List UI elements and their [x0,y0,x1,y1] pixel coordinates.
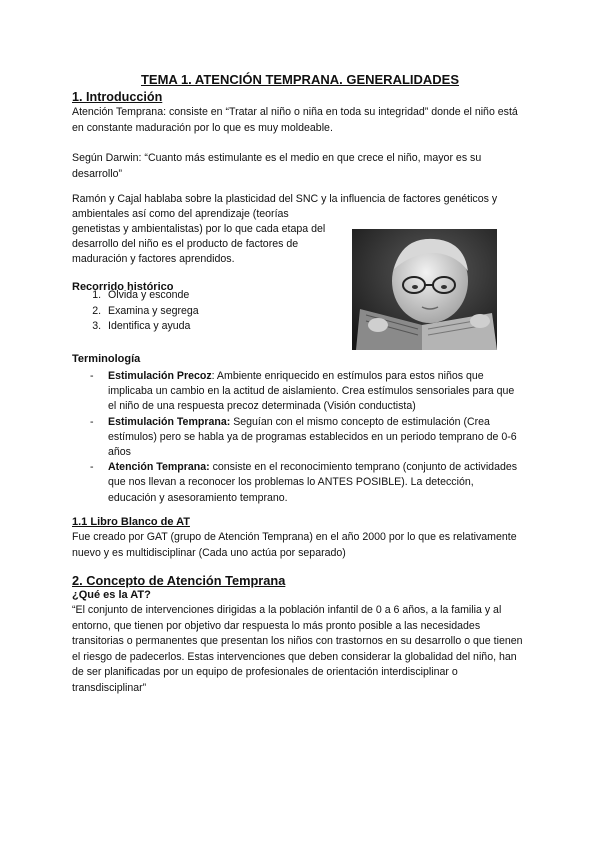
list-item: 1. Olvida y esconde [104,288,334,304]
section-heading-intro: 1. Introducción [72,90,163,104]
term-definition: : Ambiente enriquecido en estímulos para estos niños que implicaba un cambio en la actitud de aislamiento. Crea estímulos sensoriales para que el niño de una respuesta precoz determinada (Visión conductista) [108,370,515,413]
terminologia-heading: Terminología [72,353,141,365]
intro-paragraph-3-line-3: genetistas y ambientalistas) por lo que cada etapa del [72,223,326,235]
term-name: Atención Temprana: [108,461,210,474]
list-item: 2. Examina y segrega [104,304,334,320]
recorrido-heading: Recorrido histórico [72,281,174,293]
concepto-subheading: ¿Qué es la AT? [72,589,151,601]
list-item [86,460,522,506]
term-definition: consiste en el reconocimiento temprano (conjunto de actividades que nos llevan a reconocer los problemas lo ANTES POSIBLE). La detección, educación y asesoramiento temprano. [108,461,518,504]
libro-blanco-heading: 1.1 Libro Blanco de AT [72,516,190,528]
section-heading-concepto: 2. Concepto de Atención Temprana [72,573,286,588]
intro-paragraph-3-line-1: Ramón y Cajal hablaba sobre la plasticidad del SNC y la influencia de factores genéticos y [72,193,498,205]
page-title: TEMA 1. ATENCIÓN TEMPRANA. GENERALIDADES [140,72,460,87]
intro-paragraph-3-line-2: ambientales así como del aprendizaje (teorías [72,208,289,220]
intro-paragraph-3-line-4: desarrollo del niño es el producto de factores de [72,238,299,250]
intro-paragraph-3-line-5: maduración y factores aprendidos. [72,253,235,265]
concepto-text: “El conjunto de intervenciones dirigidas a la población infantil de 0 a 6 años, a la familia y al entorno, que tienen por objetivo dar respuesta lo más pronto posible a las necesidades transitorias o permanentes que presentan los niños con trastornos en su desarrollo o que tienen el riesgo de padecerlos. Estas intervenciones que deben considerar la globalidad del niño, han de ser planificadas por un equipo de profesionales de orientación interdisciplinar o transdisciplinar” [72,604,523,694]
term-name: Estimulación Temprana: [108,415,231,428]
libro-blanco-text: Fue creado por GAT (grupo de Atención Temprana) en el año 2000 por lo que es relativamente nuevo y es multidisciplinar (Cada uno actúa por separado) [72,531,517,559]
intro-paragraph-2: Según Darwin: “Cuanto más estimulante es el medio en que crece el niño, mayor es su desarrollo” [72,152,482,180]
list-item [86,369,522,415]
child-reading-book-photo [352,229,497,350]
term-name: Estimulación Precoz [108,370,212,382]
list-item: 3. Identifica y ayuda [104,319,334,335]
term-definition: Seguían con el mismo concepto de estimulación (Crea estímulos) pero se habla ya de programas establecidos en un periodo temprano de 0-6 años [108,415,517,459]
intro-paragraph-1: Atención Temprana: consiste en “Tratar al niño o niña en toda su integridad” donde el niño está en constante maduración por lo que es muy moldeable. [72,106,518,134]
recorrido-list [86,288,334,335]
terminologia-list [86,369,522,506]
list-item [86,415,522,461]
